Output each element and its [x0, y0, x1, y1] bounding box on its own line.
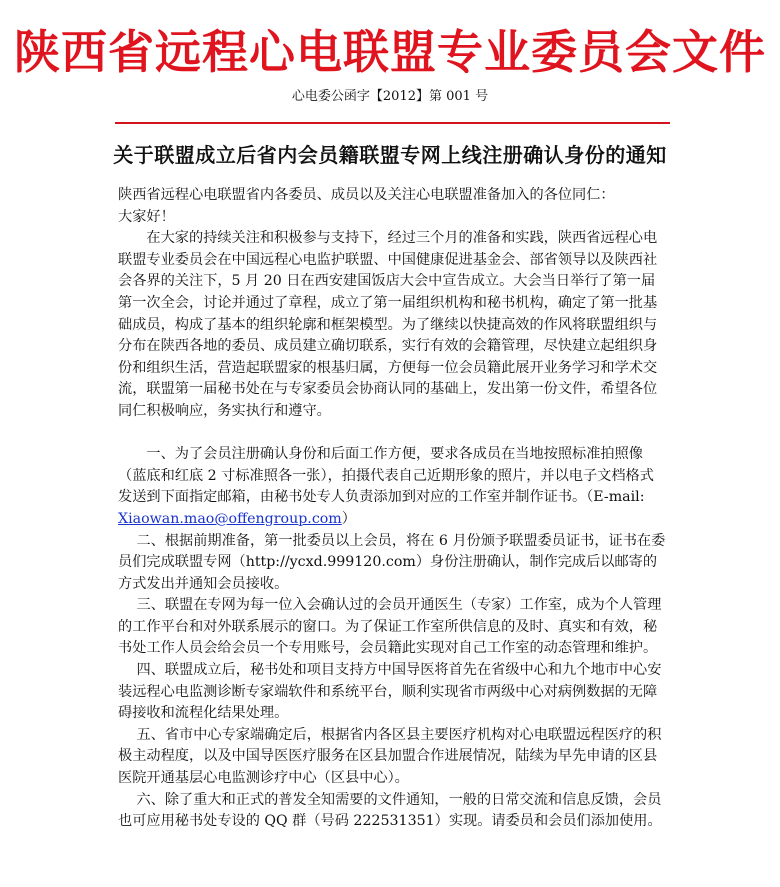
document-title: 陕西省远程心电联盟专业委员会文件 — [14, 25, 766, 79]
item-3: 三、联盟在专网为每一位入会确认过的会员开通医生（专家）工作室，成为个人管理的工作平台和对外联系展示的窗口。为了保证工作室所供信息的及时、真实和有效，秘书处工作人员会给会员一个专用账号，会员籍此实现对自己工作室的动态管理和维护。 — [118, 597, 662, 657]
document-body — [118, 185, 666, 833]
item-1 — [118, 444, 666, 530]
greeting: 大家好！ — [118, 208, 175, 225]
notice-title: 关于联盟成立后省内会员籍联盟专网上线注册确认身份的通知 — [113, 143, 667, 167]
email-link[interactable]: Xiaowan.mao@offengroup.com — [118, 510, 342, 527]
paragraph-gap — [118, 423, 666, 445]
item-6: 六、除了重大和正式的普发全知需要的文件通知，一般的日常交流和信息反馈，会员也可应用秘书处专设的 QQ 群（号码 222531351）实现。请委员和会员们添加使用。 — [118, 791, 662, 830]
item-4: 四、联盟成立后，秘书处和项目支持方中国导医将首先在省级中心和九个地市中心安装远程心电监测诊断专家端软件和系统平台，顺利实现省市两级中心对病例数据的无障碍接收和流程化结果处理。 — [118, 662, 662, 722]
document-number: 心电委公函字【2012】第 001 号 — [291, 89, 489, 104]
item-5: 五、省市中心专家端确定后，根据省内各区县主要医疗机构对心电联盟远程医疗的积极主动程度，以及中国导医医疗服务在区县加盟合作进展情况，陆续为早先申请的区县医院开通基层心电监测诊疗中心（区县中心）。 — [118, 726, 662, 787]
red-divider — [115, 122, 670, 124]
intro-paragraph: 在大家的持续关注和积极参与支持下，经过三个月的准备和实践，陕西省远程心电联盟专业委员会在中国远程心电监护联盟、中国健康促进基金会、部省领导以及陕西社会各界的关注下，5 月 20 日在西安建国饭店大会中宣告成立。大会当日举行了第一届第一次全会，讨论并通过了章程，成立了第一届组织机构和秘书机构，确定了第一批基础成员，构成了基本的组织轮廓和框架模型。为了继续以快捷高效的作风将联盟组织与分布在陕西各地的委员、成员建立确切联系，实行有效的会籍管理，尽快建立起组织身份和组织生活，营造起联盟家的根基归属，方便每一位会员籍此展开业务学习和学术交流，联盟第一届秘书处在与专家委员会协商认同的基础上，发出第一份文件，希望各位同仁积极响应，务实执行和遵守。 — [118, 230, 658, 419]
email-prefix: （E-mail: — [586, 489, 645, 506]
item-2: 二、根据前期准备，第一批委员以上会员，将在 6 月份颁予联盟委员证书，证书在委员们完成联盟专网（http://ycxd.999120.com）身份注册确认，制作完成后以邮寄的方式发出并通知会员接收。 — [118, 532, 666, 592]
item-1-text: 一、为了会员注册确认身份和后面工作方便，要求各成员在当地按照标准拍照像（蓝底和红底 2 寸标准照各一张），拍摄代表自己近期形象的照片，并以电子文档格式发送到下面指定邮箱，由秘书处专人负责添加到对应的工作室并制作证书。 — [118, 446, 654, 506]
email-suffix: ） — [341, 510, 356, 527]
salutation: 陕西省远程心电联盟省内各委员、成员以及关注心电联盟准备加入的各位同仁： — [118, 187, 615, 203]
